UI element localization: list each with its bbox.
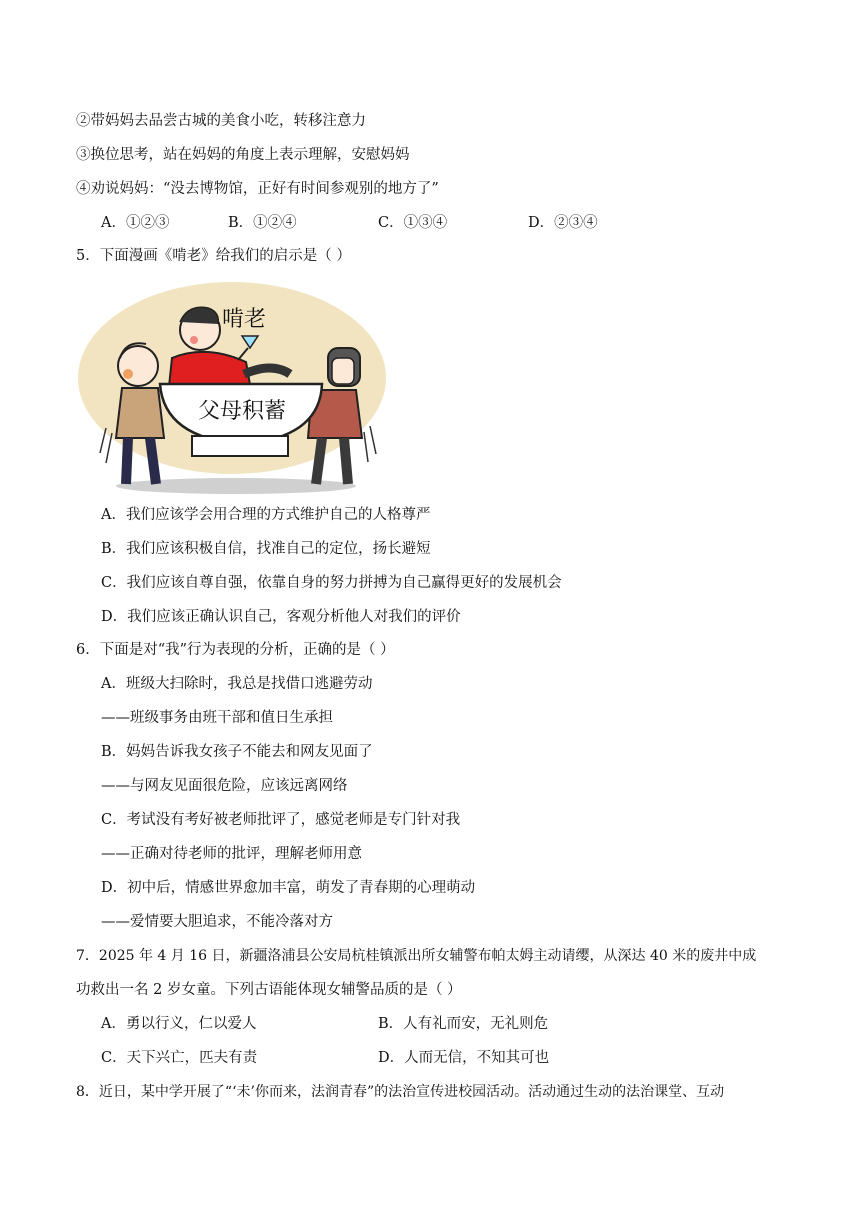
q4-option-c: C．①③④ xyxy=(378,215,448,231)
q7-options-row-1 xyxy=(0,1014,860,1034)
q8-stem-line-1: 8．近日，某中学开展了“‘未’你而来，法润青春”的法治宣传进校园活动。活动通过生动的法治课堂、互动 xyxy=(76,1084,725,1100)
q7-options-row-2 xyxy=(0,1048,860,1068)
q4-statement-4: ④劝说妈妈：“没去博物馆，正好有时间参观别的地方了” xyxy=(76,181,439,197)
q4-statement-2: ②带妈妈去品尝古城的美食小吃，转移注意力 xyxy=(76,113,366,129)
q5-stem: 5．下面漫画《啃老》给我们的启示是（ ） xyxy=(76,248,351,264)
q7-stem-line-1: 7．2025 年 4 月 16 日，新疆洛浦县公安局杭桂镇派出所女辅警布帕太姆主动请缨，从深达 40 米的废井中成 xyxy=(76,948,757,964)
q7-option-c: C．天下兴亡，匹夫有责 xyxy=(101,1050,258,1066)
q4-statement-3: ③换位思考，站在妈妈的角度上表示理解，安慰妈妈 xyxy=(76,147,410,163)
cartoon-title: 啃老 xyxy=(222,307,267,332)
q5-option-b: B．我们应该积极自信，找准自己的定位，扬长避短 xyxy=(101,541,431,557)
bowl-label: 父母积蓄 xyxy=(197,399,287,424)
q7-option-b: B．人有礼而安，无礼则危 xyxy=(378,1016,549,1032)
q4-options xyxy=(0,213,860,233)
q6-option-c: C．考试没有考好被老师批评了，感觉老师是专门针对我 xyxy=(101,812,461,828)
q4-option-a: A．①②③ xyxy=(101,215,170,231)
q5-option-a: A．我们应该学会用合理的方式维护自己的人格尊严 xyxy=(101,507,431,523)
q6-stem: 6．下面是对“我”行为表现的分析，正确的是（ ） xyxy=(76,642,395,658)
q5-option-d: D．我们应该正确认识自己，客观分析他人对我们的评价 xyxy=(101,609,461,625)
q5-option-c: C．我们应该自尊自强，依靠自身的努力拼搏为自己赢得更好的发展机会 xyxy=(101,575,562,591)
q6-option-b: B．妈妈告诉我女孩子不能去和网友见面了 xyxy=(101,744,373,760)
q7-option-a: A．勇以行义，仁以爱人 xyxy=(101,1016,257,1032)
q6-analysis-a: ——班级事务由班干部和值日生承担 xyxy=(101,710,333,726)
q7-option-d: D．人而无信，不知其可也 xyxy=(378,1050,550,1066)
q4-option-d: D．②③④ xyxy=(528,215,598,231)
q6-analysis-b: ——与网友见面很危险，应该远离网络 xyxy=(101,778,348,794)
q6-analysis-d: ——爱情要大胆追求，不能冷落对方 xyxy=(101,914,333,930)
q6-option-a: A．班级大扫除时，我总是找借口逃避劳动 xyxy=(101,676,373,692)
q4-option-b: B．①②④ xyxy=(228,215,297,231)
q7-stem-line-2: 功救出一名 2 岁女童。下列古语能体现女辅警品质的是（ ） xyxy=(76,982,462,998)
q6-analysis-c: ——正确对待老师的批评，理解老师用意 xyxy=(101,846,362,862)
q6-option-d: D．初中后，情感世界愈加丰富，萌发了青春期的心理萌动 xyxy=(101,880,476,896)
cartoon-image xyxy=(76,278,388,500)
